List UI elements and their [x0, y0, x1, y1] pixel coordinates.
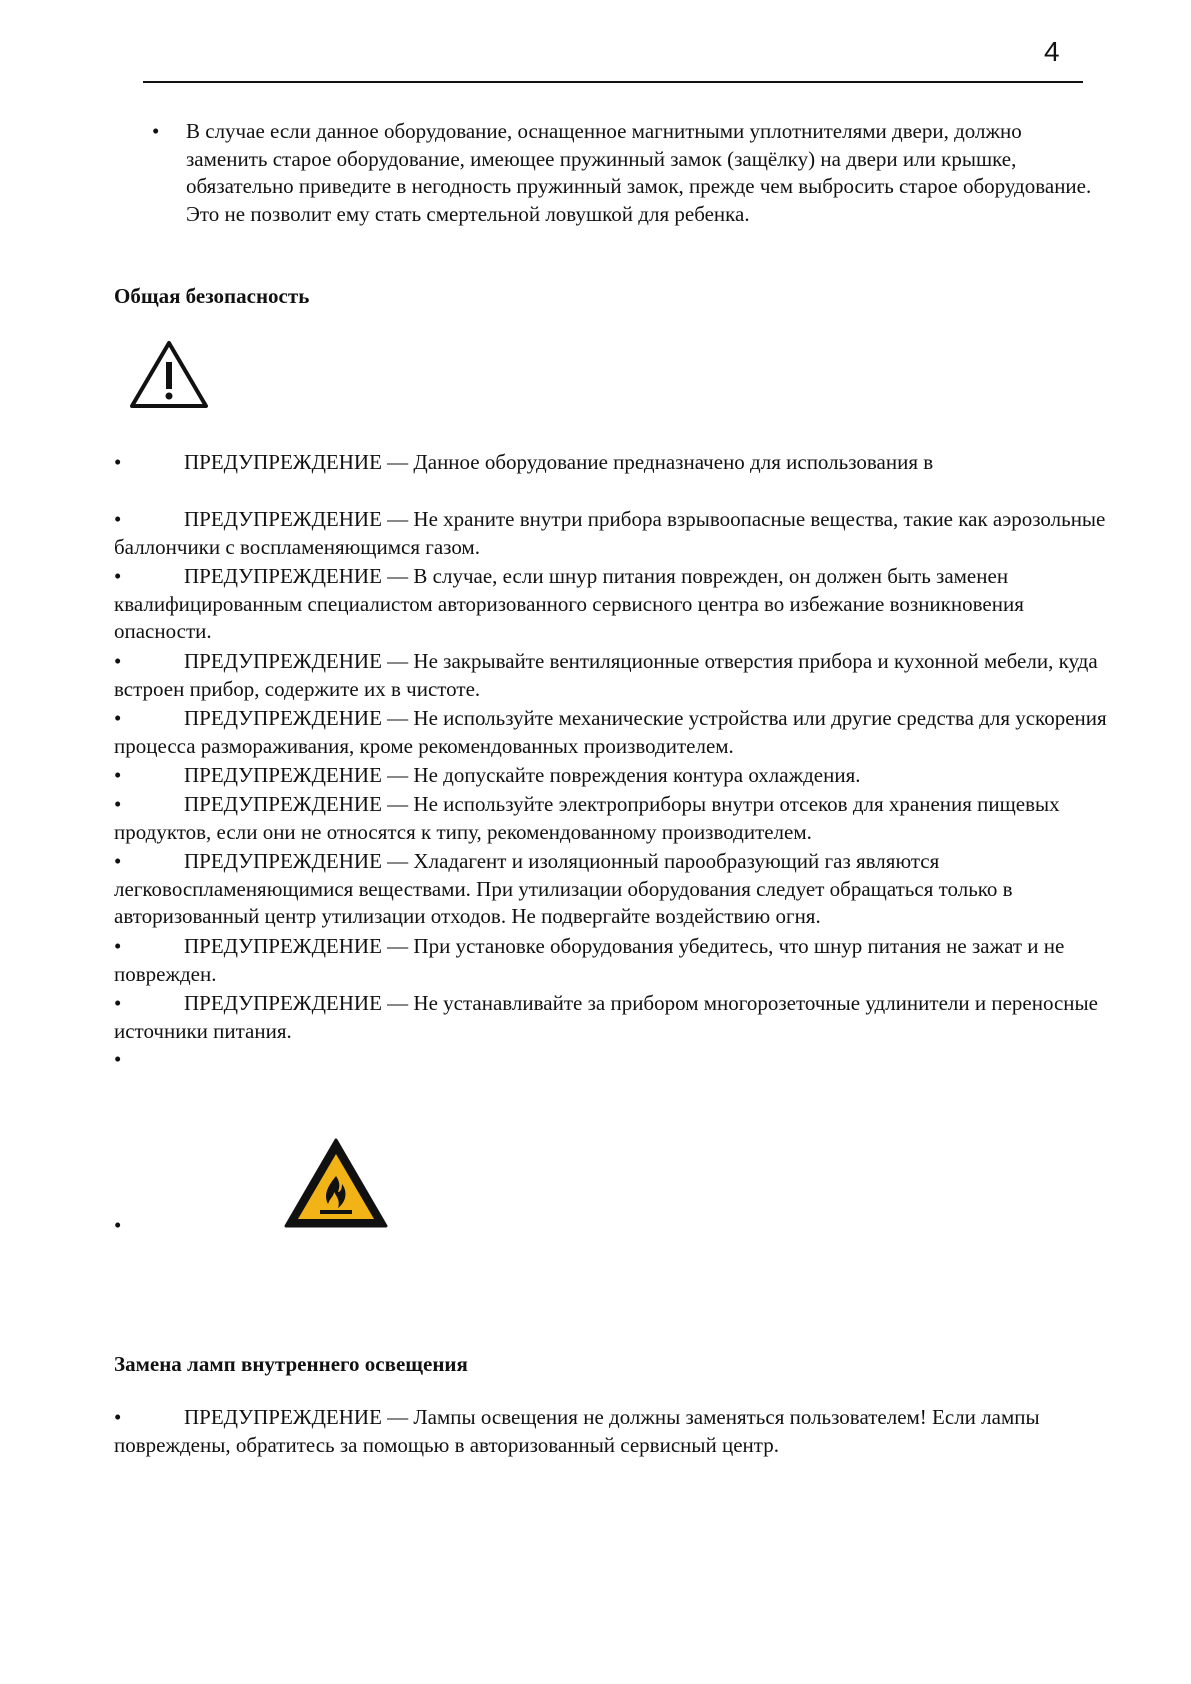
warning-item	[114, 449, 1114, 477]
bullet: •	[114, 706, 122, 730]
warning-text: ПРЕДУПРЕЖДЕНИЕ — При установке оборудования убедитесь, что шнур питания не зажат и не поврежден.	[114, 934, 1065, 986]
bullet: •	[114, 991, 122, 1015]
warning-text: ПРЕДУПРЕЖДЕНИЕ — Не устанавливайте за прибором многорозеточные удлинители и переносные источники питания.	[114, 991, 1098, 1043]
warning-item	[114, 990, 1114, 1045]
intro-bullet	[152, 118, 1092, 228]
bullet: •	[114, 507, 122, 531]
bullet: •	[114, 450, 122, 474]
warning-text: ПРЕДУПРЕЖДЕНИЕ — Данное оборудование предназначено для использования в	[184, 450, 934, 474]
empty-bullet: •	[114, 1213, 122, 1237]
page-number: 4	[1044, 36, 1060, 67]
empty-bullet: •	[114, 1047, 122, 1071]
bullet: •	[114, 934, 122, 958]
warning-item	[114, 848, 1114, 931]
warning-text: ПРЕДУПРЕЖДЕНИЕ — Не закрывайте вентиляционные отверстия прибора и кухонной мебели, куда встроен прибор, содержите их в чистоте.	[114, 649, 1098, 701]
warning-item	[114, 563, 1114, 646]
bullet: •	[114, 763, 122, 787]
warning-item	[114, 648, 1114, 703]
flammable-warning-icon	[282, 1136, 390, 1237]
bullet: •	[114, 564, 122, 588]
bullet: •	[114, 792, 122, 816]
bullet: •	[114, 649, 122, 673]
intro-bullet-text: В случае если данное оборудование, оснащенное магнитными уплотнителями двери, должно заменить старое оборудование, имеющее пружинный замок (защёлку) на двери или крышке, обязательно приведите в негодность пружинный замок, прежде чем выбросить старое оборудование. Это не позволит ему стать смертельной ловушкой для ребенка.	[186, 119, 1092, 226]
lamp-warning-item	[114, 1404, 1114, 1459]
warning-triangle-icon	[126, 338, 212, 417]
bullet: •	[114, 849, 122, 873]
warning-item	[114, 791, 1114, 846]
warning-text: ПРЕДУПРЕЖДЕНИЕ — Не храните внутри прибора взрывоопасные вещества, такие как аэрозольные баллончики с воспламеняющимся газом.	[114, 507, 1106, 559]
warning-text: ПРЕДУПРЕЖДЕНИЕ — В случае, если шнур питания поврежден, он должен быть заменен квалифицированным специалистом авторизованного сервисного центра во избежание возникновения опасности.	[114, 564, 1024, 644]
warning-item	[114, 933, 1114, 988]
warning-text: ПРЕДУПРЕЖДЕНИЕ — Не используйте электроприборы внутри отсеков для хранения пищевых продуктов, если они не относятся к типу, рекомендованному производителем.	[114, 792, 1060, 844]
section-heading-lamp-replacement: Замена ламп внутреннего освещения	[114, 1352, 468, 1376]
bullet: •	[114, 1405, 122, 1429]
warning-text: ПРЕДУПРЕЖДЕНИЕ — Не допускайте повреждения контура охлаждения.	[184, 763, 861, 787]
warning-text: ПРЕДУПРЕЖДЕНИЕ — Не используйте механические устройства или другие средства для ускорения процесса размораживания, кроме рекомендованных производителем.	[114, 706, 1107, 758]
warning-text: ПРЕДУПРЕЖДЕНИЕ — Лампы освещения не должны заменяться пользователем! Если лампы повреждены, обратитесь за помощью в авторизованный сервисный центр.	[114, 1405, 1040, 1457]
bullet: •	[152, 119, 160, 143]
section-heading-general-safety: Общая безопасность	[114, 284, 310, 308]
warning-text: ПРЕДУПРЕЖДЕНИЕ — Хладагент и изоляционный парообразующий газ являются легковоспламеняющимися веществами. При утилизации оборудования следует обращаться только в авторизованный центр утилизации отходов. Не подвергайте воздействию огня.	[114, 849, 1013, 929]
warning-item	[114, 705, 1114, 760]
header-rule	[143, 81, 1083, 83]
warning-item	[114, 762, 1114, 790]
warning-item	[114, 506, 1114, 561]
